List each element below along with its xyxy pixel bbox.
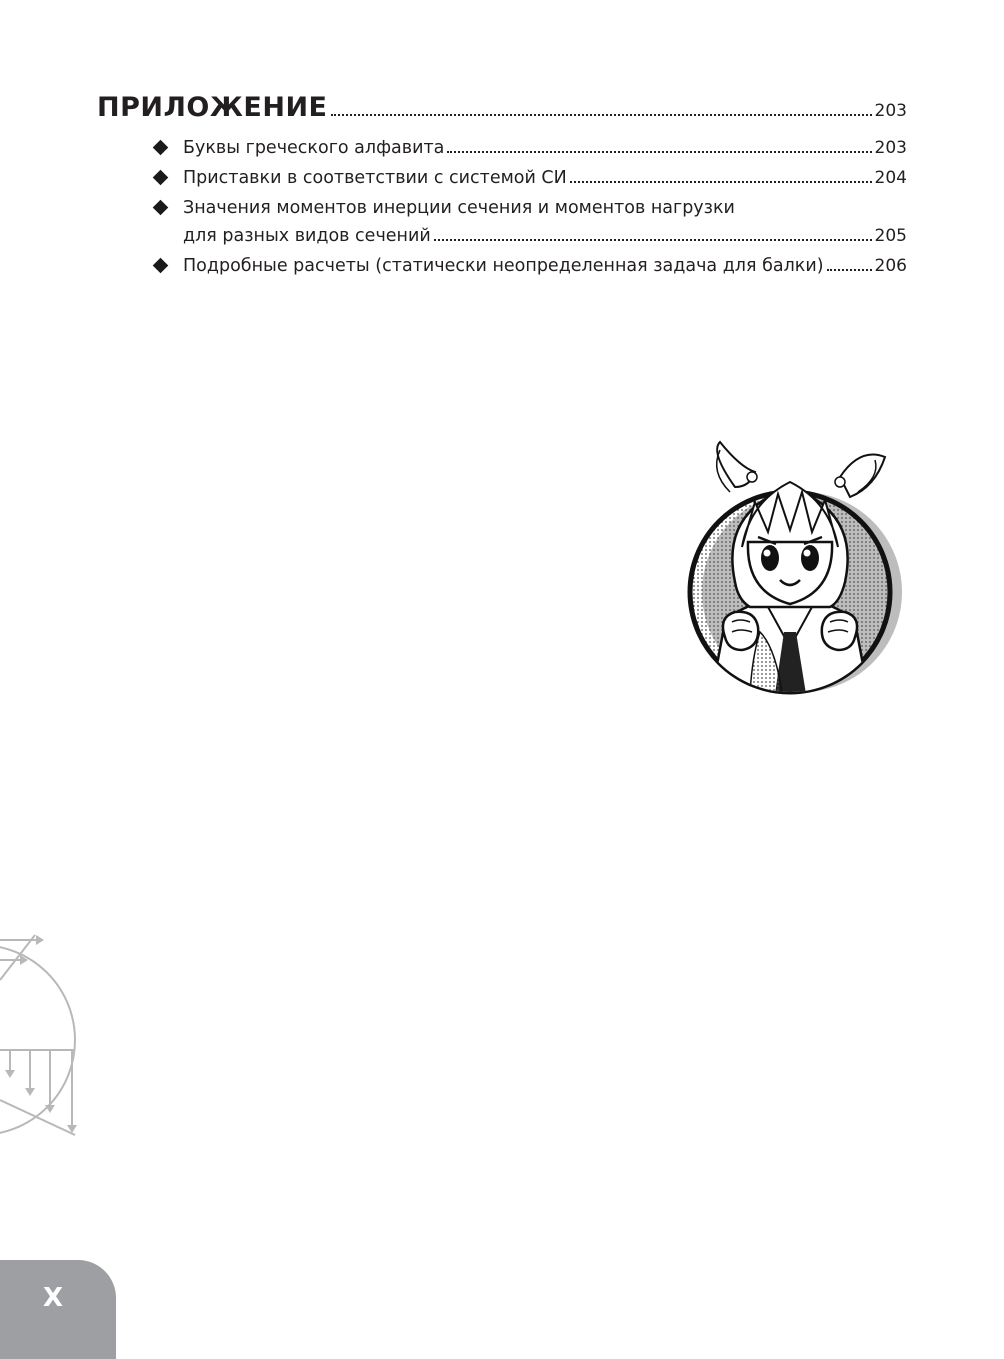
entry-title: Буквы греческого алфавита: [183, 138, 445, 158]
manga-girl-portrait: [680, 432, 914, 702]
entry-title-line-1: Значения моментов инерции сечения и моментов нагрузки: [183, 198, 735, 218]
diamond-bullet-icon: [153, 200, 169, 216]
toc-entry[interactable]: [153, 164, 907, 192]
dot-leader: [434, 239, 872, 241]
entry-page-number: 203: [874, 138, 907, 158]
entry-title: Подробные расчеты (статически неопределенная задача для балки): [183, 256, 824, 276]
entry-title: Приставки в соответствии с системой СИ: [183, 168, 567, 188]
page-number-label: X: [42, 1282, 64, 1313]
dot-leader: [331, 114, 872, 116]
dot-leader: [570, 181, 872, 183]
page-number-tab: [0, 1260, 116, 1359]
beam-diagram-decoration: [0, 920, 90, 1170]
diamond-bullet-icon: [153, 258, 169, 274]
dot-leader: [827, 269, 872, 271]
entry-page-number: 205: [874, 226, 907, 246]
toc-section-appendix[interactable]: [97, 92, 907, 128]
section-title: ПРИЛОЖЕНИЕ: [97, 92, 328, 123]
dot-leader: [447, 151, 871, 153]
entry-page-number: 204: [874, 168, 907, 188]
toc-entry[interactable]: [153, 134, 907, 162]
toc-entry[interactable]: [153, 194, 907, 250]
toc-entries: [97, 134, 907, 280]
table-of-contents: [97, 92, 907, 282]
entry-page-number: 206: [874, 256, 907, 276]
section-page-number: 203: [874, 101, 907, 121]
entry-title-line-2: для разных видов сечений: [183, 226, 431, 246]
diamond-bullet-icon: [153, 170, 169, 186]
toc-entry[interactable]: [153, 252, 907, 280]
diamond-bullet-icon: [153, 140, 169, 156]
